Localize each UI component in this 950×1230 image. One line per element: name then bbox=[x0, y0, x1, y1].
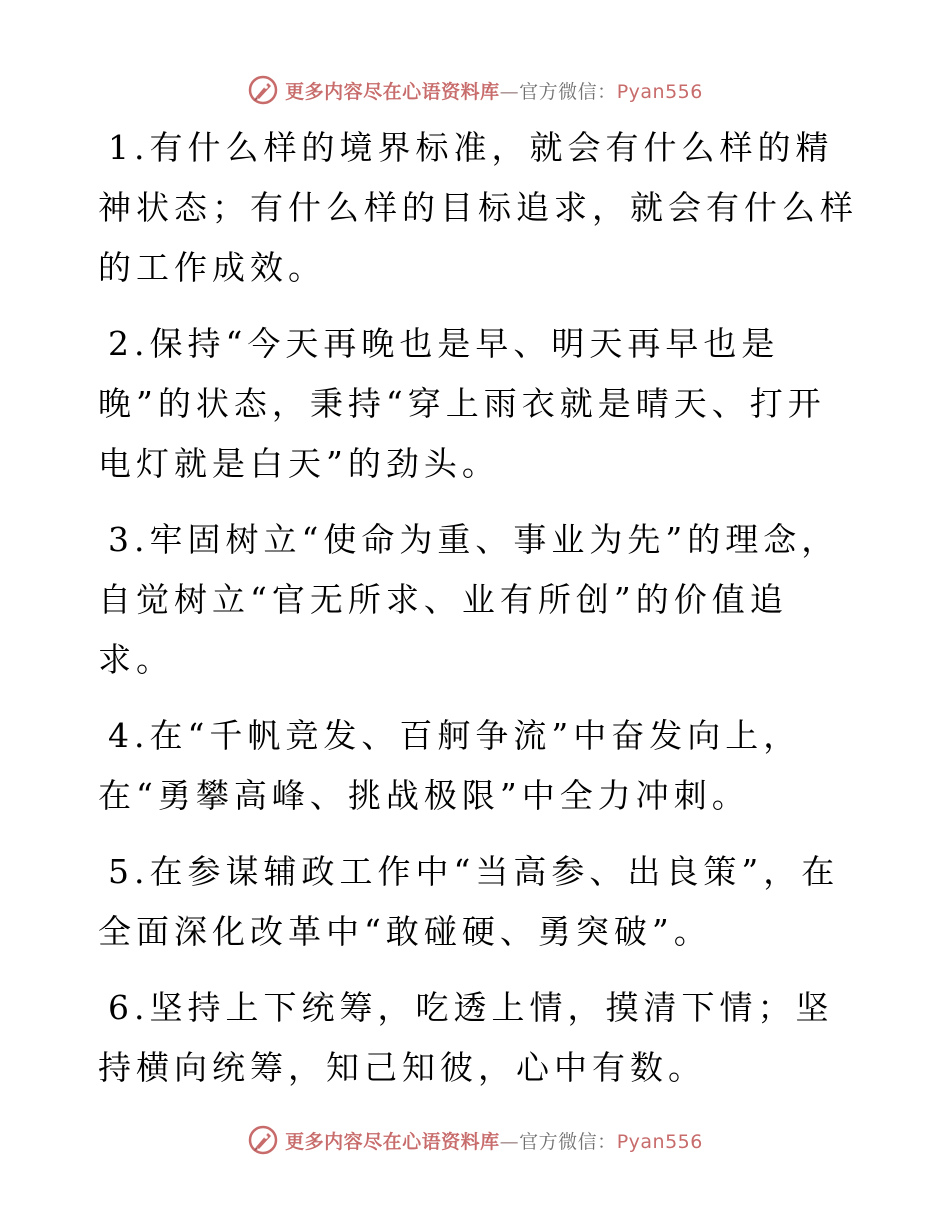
header-banner-text bbox=[285, 77, 703, 104]
list-item-6: 6.坚持上下统筹，吃透上情，摸清下情；坚持横向统筹，知己知彼，心中有数。 bbox=[98, 988, 834, 1087]
footer-wechat-id: Pyan556 bbox=[616, 1130, 703, 1153]
footer-brand-text: 更多内容尽在心语资料库 bbox=[285, 1130, 500, 1153]
header-wechat-label: 官方微信： bbox=[519, 80, 617, 103]
header-separator: — bbox=[499, 80, 520, 103]
footer-separator: — bbox=[499, 1130, 520, 1153]
header-wechat-id: Pyan556 bbox=[616, 80, 703, 103]
list-item-2: 2.保持“今天再晚也是早、明天再早也是晚”的状态，秉持“穿上雨衣就是晴天、打开电灯就是白天”的劲头。 bbox=[98, 324, 826, 483]
list-item-4: 4.在“千帆竞发、百舸争流”中奋发向上，在“勇攀高峰、挑战极限”中全力冲刺。 bbox=[98, 716, 802, 815]
list-item-1: 1.有什么样的境界标准，就会有什么样的精神状态；有什么样的目标追求，就会有什么样的工作成效。 bbox=[98, 128, 858, 287]
header-banner bbox=[0, 73, 950, 107]
footer-banner-text bbox=[285, 1127, 703, 1154]
list-item-5: 5.在参谋辅政工作中“当高参、出良策”，在全面深化改革中“敢碰硬、勇突破”。 bbox=[98, 852, 840, 951]
footer-banner bbox=[0, 1123, 950, 1157]
document-body bbox=[98, 118, 858, 1114]
pen-nib-logo-icon bbox=[247, 1124, 279, 1156]
footer-wechat-label: 官方微信： bbox=[519, 1130, 617, 1153]
header-brand-text: 更多内容尽在心语资料库 bbox=[285, 80, 500, 103]
list-item-3: 3.牢固树立“使命为重、事业为先”的理念，自觉树立“官无所求、业有所创”的价值追求。 bbox=[98, 520, 840, 679]
pen-nib-logo-icon bbox=[247, 74, 279, 106]
